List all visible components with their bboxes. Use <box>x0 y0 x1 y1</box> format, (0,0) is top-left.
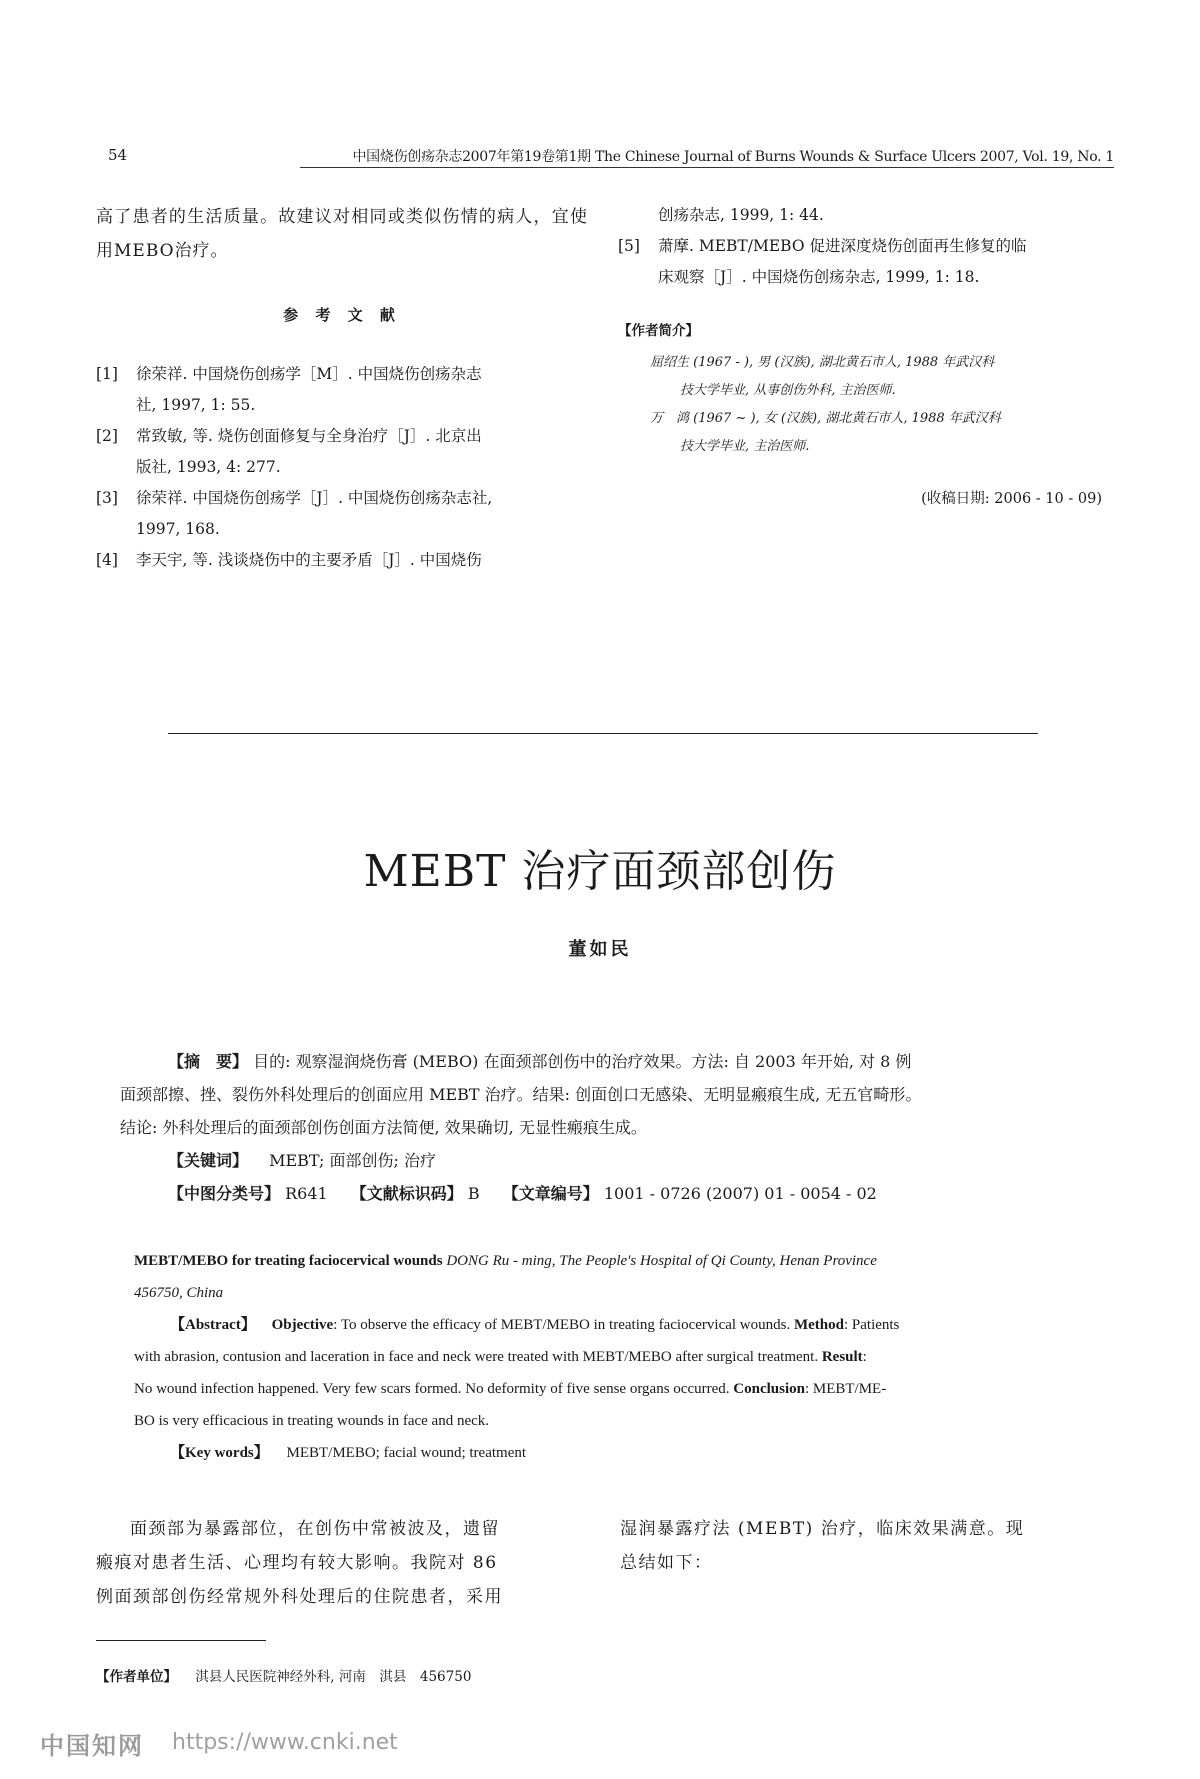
english-abstract-line <box>134 1373 1068 1405</box>
reference-number: [4] <box>96 551 118 569</box>
reference-continuation: 1997, 168. <box>136 520 220 538</box>
footnote-rule <box>96 1640 266 1641</box>
abstract-label: 【摘 要】 <box>168 1052 249 1071</box>
author-bio: 屈绍生 (1967 - ), 男 (汉族), 湖北黄石市人, 1988 年武汉科 <box>650 355 995 370</box>
abstract-line: 面颈部擦、挫、裂伤外科处理后的创面应用 MEBT 治疗。结果: 创面创口无感染、无明显瘢痕生成, 无五官畸形。 <box>120 1085 922 1104</box>
top-right-column <box>618 200 1110 508</box>
english-abstract-line <box>134 1309 1068 1341</box>
reference-item <box>96 421 588 452</box>
english-abstract-text: No wound infection happened. Very few scars formed. No deformity of five sense organs occurred. <box>134 1381 734 1397</box>
english-abstract-text: : To observe the efficacy of MEBT/MEBO in treating faciocervical wounds. <box>333 1317 794 1333</box>
english-affiliation-line <box>134 1277 1068 1309</box>
english-title: MEBT/MEBO for treating faciocervical wounds <box>134 1253 443 1269</box>
english-abstract-label: 【Abstract】 <box>170 1317 256 1333</box>
closing-paragraph: 高了患者的生活质量。故建议对相同或类似伤情的病人，宜使用MEBO治疗。 <box>96 207 588 261</box>
english-abstract-text: : Patients <box>843 1317 900 1333</box>
body-line: 瘢痕对患者生活、心理均有较大影响。我院对 86 <box>96 1553 498 1573</box>
references-list <box>96 359 588 576</box>
body-line: 面颈部为暴露部位，在创伤中常被波及，遗留 <box>130 1519 500 1539</box>
keywords-line <box>120 1144 1080 1177</box>
english-abstract-line: BO is very efficacious in treating wounds in face and neck. <box>134 1413 490 1429</box>
reference-number: [5] <box>618 237 640 255</box>
classification-line <box>120 1177 1080 1210</box>
cnki-logo: 中国知网 <box>40 1732 144 1760</box>
reference-item <box>96 359 588 390</box>
conclusion-label: Conclusion <box>733 1381 805 1397</box>
received-date: (收稿日期: 2006 - 10 - 09) <box>921 491 1102 507</box>
body-left-column <box>96 1512 590 1614</box>
body-line: 例面颈部创伤经常规外科处理后的住院患者，采用 <box>96 1587 503 1607</box>
doc-code-label: 【文献标识码】 <box>350 1184 463 1203</box>
reference-item <box>618 231 1110 262</box>
reference-text: 徐荣祥. 中国烧伤创疡学［J］. 中国烧伤创疡杂志社, <box>136 489 493 507</box>
author-bio-continuation: 技大学毕业, 从事创伤外科, 主治医师. <box>680 383 896 398</box>
article-number-value: 1001 - 0726 (2007) 01 - 0054 - 02 <box>603 1184 877 1203</box>
reference-text: 常致敏, 等. 烧伤创面修复与全身治疗［J］. 北京出 <box>136 427 482 445</box>
author-bio-continuation: 技大学毕业, 主治医师. <box>680 439 810 454</box>
body-line: 总结如下： <box>620 1553 713 1573</box>
english-author-affiliation: DONG Ru - ming, The People's Hospital of Qi County, Henan Province <box>442 1253 877 1269</box>
reference-continuation: 社, 1997, 1: 55. <box>136 396 256 414</box>
header-rule <box>300 167 1114 168</box>
body-line: 湿润暴露疗法 (MEBT) 治疗，临床效果满意。现 <box>620 1519 1025 1539</box>
article-title: MEBT 治疗面颈部创伤 <box>363 846 837 897</box>
english-abstract-text: : <box>862 1349 867 1365</box>
reference-item <box>96 545 588 576</box>
chinese-abstract <box>120 1045 1080 1210</box>
footnote-label: 【作者单位】 <box>96 1669 177 1685</box>
reference-number: [1] <box>96 365 118 383</box>
reference-continuation: 床观察［J］. 中国烧伤创疡杂志, 1999, 1: 18. <box>658 268 980 286</box>
english-keywords-label: 【Key words】 <box>170 1445 269 1461</box>
abstract-text: 目的: 观察湿润烧伤膏 (MEBO) 在面颈部创伤中的治疗效果。方法: 自 2003 年开始, 对 8 例 <box>253 1052 912 1071</box>
journal-header: 中国烧伤创疡杂志2007年第19卷第1期 The Chinese Journal of Burns Wounds & Surface Ulcers 2007, Vol. 19, No. 1 <box>352 149 1114 165</box>
result-label: Result <box>821 1349 863 1365</box>
english-keywords-text: MEBT/MEBO; facial wound; treatment <box>286 1445 527 1461</box>
english-keywords-line <box>134 1437 1068 1469</box>
reference-continuation: 创疡杂志, 1999, 1: 44. <box>658 206 824 224</box>
reference-number: [3] <box>96 489 118 507</box>
keywords-text: MEBT; 面部创伤; 治疗 <box>269 1151 436 1170</box>
english-abstract <box>134 1245 1068 1469</box>
reference-continuation: 版社, 1993, 4: 277. <box>136 458 281 476</box>
page-number: 54 <box>108 146 128 164</box>
english-abstract-text: : MEBT/ME- <box>804 1381 887 1397</box>
english-postcode: 456750, China <box>134 1285 224 1301</box>
reference-text: 徐荣祥. 中国烧伤创疡学［M］. 中国烧伤创疡杂志 <box>136 365 482 383</box>
body-right-column <box>620 1512 1112 1580</box>
reference-number: [2] <box>96 427 118 445</box>
class-number-label: 【中图分类号】 <box>168 1184 281 1203</box>
class-number-value: R641 <box>285 1184 328 1203</box>
keywords-label: 【关键词】 <box>168 1151 249 1170</box>
abstract-line <box>120 1045 1080 1078</box>
english-title-line <box>134 1245 1068 1277</box>
references-title: 参 考 文 献 <box>283 306 401 324</box>
reference-item <box>96 483 588 514</box>
english-abstract-line <box>134 1341 1068 1373</box>
cnki-url[interactable]: https://www.cnki.net <box>172 1730 398 1755</box>
article-divider <box>168 733 1038 734</box>
reference-text: 李天宇, 等. 浅谈烧伤中的主要矛盾［J］. 中国烧伤 <box>136 551 482 569</box>
objective-label: Objective <box>271 1317 334 1333</box>
author-intro-label: 【作者简介】 <box>618 323 699 339</box>
reference-text: 萧摩. MEBT/MEBO 促进深度烧伤创面再生修复的临 <box>658 237 1027 255</box>
english-abstract-text: with abrasion, contusion and laceration in face and neck were treated with MEBT/MEBO after surgical treatment. <box>134 1349 822 1365</box>
abstract-line: 结论: 外科处理后的面颈部创伤创面方法简便, 效果确切, 无显性瘢痕生成。 <box>120 1118 647 1137</box>
author-affiliation-footnote <box>96 1665 471 1685</box>
footnote-text: 淇县人民医院神经外科, 河南 淇县 456750 <box>195 1669 472 1685</box>
author-bio: 万 鸿 (1967 ~ ), 女 (汉族), 湖北黄石市人, 1988 年武汉科 <box>650 411 1001 426</box>
method-label: Method <box>793 1317 844 1333</box>
top-left-column <box>96 200 588 576</box>
doc-code-value: B <box>467 1184 480 1203</box>
article-author: 董如民 <box>568 939 632 960</box>
article-number-label: 【文章编号】 <box>502 1184 599 1203</box>
